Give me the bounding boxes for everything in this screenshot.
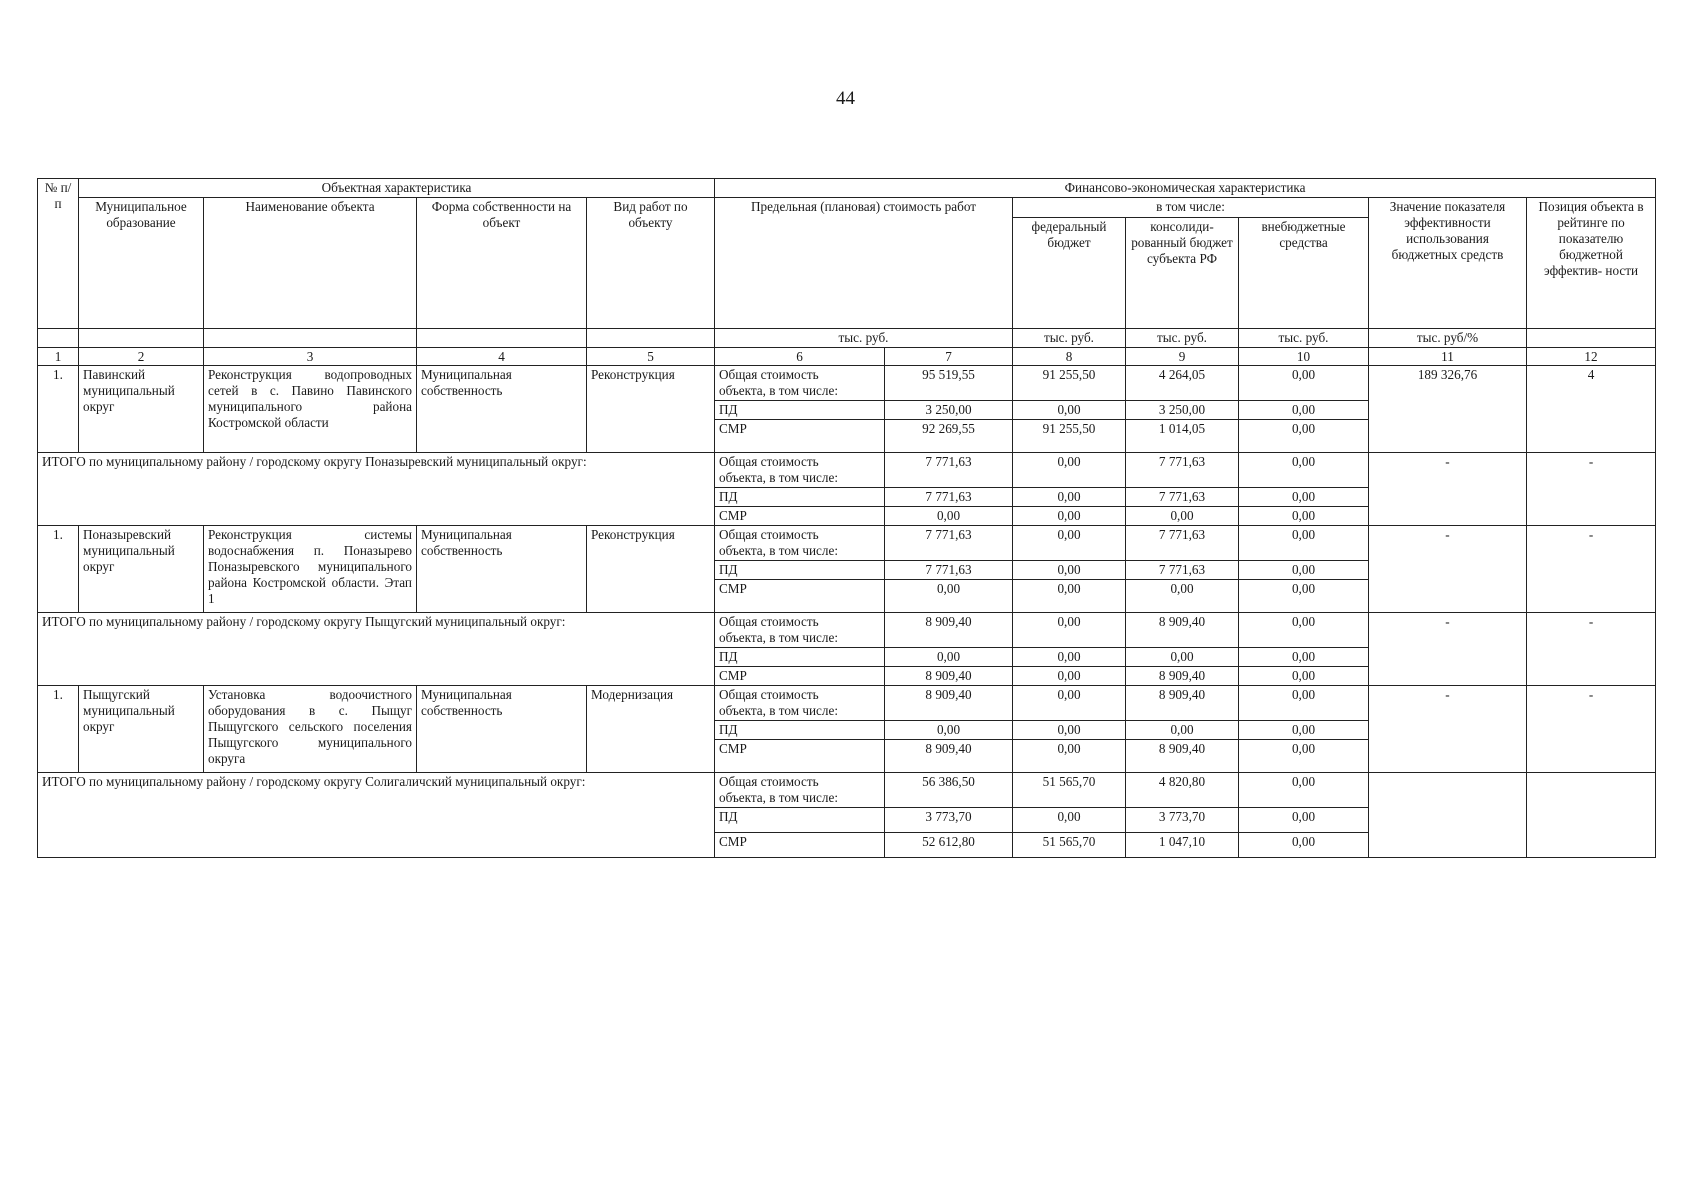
value-cell: 0,00 [1013, 561, 1126, 580]
smr-label: СМР [715, 580, 885, 613]
col-number: 11 [1369, 348, 1527, 366]
value-cell: 8 909,40 [885, 613, 1013, 648]
total-row [38, 453, 1656, 488]
value-cell: 0,00 [1239, 526, 1369, 561]
value-cell: 0,00 [1013, 808, 1126, 833]
pd-label: ПД [715, 648, 885, 667]
value-cell: 7 771,63 [885, 561, 1013, 580]
value-cell: 8 909,40 [885, 740, 1013, 773]
total-cost-label: Общая стоимость объекта, в том числе: [715, 366, 885, 401]
col-number: 1 [38, 348, 79, 366]
value-cell: 4 264,05 [1126, 366, 1239, 401]
smr-label: СМР [715, 420, 885, 453]
header-consolidated: консолиди- рованный бюджет субъекта РФ [1126, 218, 1239, 329]
rating-cell: 4 [1527, 366, 1656, 453]
col-number: 9 [1126, 348, 1239, 366]
header-ownership: Форма собственности на объект [417, 198, 587, 329]
value-cell: 0,00 [1239, 613, 1369, 648]
value-cell: 0,00 [1013, 507, 1126, 526]
value-cell: 0,00 [1126, 721, 1239, 740]
efficiency-cell: - [1369, 613, 1527, 686]
object-name-cell: Реконструкция водопроводных сетей в с. Павино Павинского муниципального района Костромской области [204, 366, 417, 453]
financial-table [37, 178, 1656, 858]
value-cell: 7 771,63 [1126, 488, 1239, 507]
value-cell: 51 565,70 [1013, 833, 1126, 858]
col-number: 8 [1013, 348, 1126, 366]
value-cell: 8 909,40 [1126, 686, 1239, 721]
table-row [38, 366, 1656, 401]
smr-label: СМР [715, 833, 885, 858]
table-row [38, 686, 1656, 721]
value-cell: 0,00 [1239, 401, 1369, 420]
col-number: 3 [204, 348, 417, 366]
header-including: в том числе: [1013, 198, 1369, 218]
col-number: 7 [885, 348, 1013, 366]
efficiency-cell: - [1369, 526, 1527, 613]
header-federal: федеральный бюджет [1013, 218, 1126, 329]
col-number: 4 [417, 348, 587, 366]
value-cell: 51 565,70 [1013, 773, 1126, 808]
value-cell: 0,00 [1126, 648, 1239, 667]
value-cell: 0,00 [1013, 740, 1126, 773]
municipality-cell: Павинский муниципальный округ [79, 366, 204, 453]
value-cell: 0,00 [885, 507, 1013, 526]
total-cost-label: Общая стоимость объекта, в том числе: [715, 613, 885, 648]
total-cost-label: Общая стоимость объекта, в том числе: [715, 453, 885, 488]
value-cell: 0,00 [885, 721, 1013, 740]
rating-cell: - [1527, 613, 1656, 686]
header-efficiency: Значение показателя эффективности использования бюджетных средств [1369, 198, 1527, 329]
value-cell: 0,00 [1239, 740, 1369, 773]
value-cell: 92 269,55 [885, 420, 1013, 453]
total-cost-label: Общая стоимость объекта, в том числе: [715, 773, 885, 808]
value-cell: 3 250,00 [1126, 401, 1239, 420]
value-cell: 0,00 [1239, 561, 1369, 580]
value-cell: 0,00 [1013, 453, 1126, 488]
row-num: 1. [38, 526, 79, 613]
value-cell: 52 612,80 [885, 833, 1013, 858]
header-financial-characteristic: Финансово-экономическая характеристика [715, 179, 1656, 198]
unit-efficiency: тыс. руб/% [1369, 329, 1527, 348]
header-object-characteristic: Объектная характеристика [79, 179, 715, 198]
value-cell: 0,00 [1239, 773, 1369, 808]
value-cell: 0,00 [1013, 488, 1126, 507]
total-cost-label: Общая стоимость объекта, в том числе: [715, 686, 885, 721]
value-cell: 0,00 [1239, 488, 1369, 507]
rating-cell: - [1527, 526, 1656, 613]
value-cell: 0,00 [1239, 580, 1369, 613]
col-number: 10 [1239, 348, 1369, 366]
value-cell: 7 771,63 [1126, 526, 1239, 561]
pd-label: ПД [715, 488, 885, 507]
total-row [38, 773, 1656, 808]
value-cell: 0,00 [1013, 686, 1126, 721]
value-cell: 0,00 [1239, 808, 1369, 833]
total-label: ИТОГО по муниципальному району / городскому округу Солигаличский муниципальный округ: [38, 773, 715, 858]
col-number: 2 [79, 348, 204, 366]
pd-label: ПД [715, 721, 885, 740]
value-cell: 0,00 [1013, 580, 1126, 613]
value-cell: 4 820,80 [1126, 773, 1239, 808]
header-group-row [38, 179, 1656, 198]
col-number: 5 [587, 348, 715, 366]
value-cell: 7 771,63 [885, 526, 1013, 561]
units-row [38, 329, 1656, 348]
header-row [38, 198, 1656, 218]
total-label: ИТОГО по муниципальному району / городскому округу Поназыревский муниципальный округ: [38, 453, 715, 526]
header-num: № п/п [38, 179, 79, 329]
value-cell: 7 771,63 [1126, 561, 1239, 580]
smr-label: СМР [715, 740, 885, 773]
page-number: 44 [836, 88, 855, 109]
ownership-cell: Муниципальная собственность [417, 526, 587, 613]
value-cell: 8 909,40 [885, 667, 1013, 686]
ownership-cell: Муниципальная собственность [417, 686, 587, 773]
value-cell: 56 386,50 [885, 773, 1013, 808]
header-rating: Позиция объекта в рейтинге по показателю бюджетной эффектив- ности [1527, 198, 1656, 329]
efficiency-cell [1369, 773, 1527, 858]
object-name-cell: Установка водоочистного оборудования в с. Пыщуг Пыщугского сельского поселения Пыщугского муниципального округа [204, 686, 417, 773]
col-number: 6 [715, 348, 885, 366]
total-cost-label: Общая стоимость объекта, в том числе: [715, 526, 885, 561]
value-cell: 0,00 [1126, 580, 1239, 613]
value-cell: 0,00 [1239, 507, 1369, 526]
row-num: 1. [38, 366, 79, 453]
value-cell: 3 250,00 [885, 401, 1013, 420]
value-cell: 3 773,70 [885, 808, 1013, 833]
value-cell: 91 255,50 [1013, 420, 1126, 453]
value-cell: 0,00 [885, 648, 1013, 667]
value-cell: 0,00 [1013, 648, 1126, 667]
col-number: 12 [1527, 348, 1656, 366]
value-cell: 0,00 [1239, 686, 1369, 721]
table-row [38, 526, 1656, 561]
total-row [38, 613, 1656, 648]
value-cell: 95 519,55 [885, 366, 1013, 401]
rating-cell: - [1527, 453, 1656, 526]
efficiency-cell: 189 326,76 [1369, 366, 1527, 453]
value-cell: 0,00 [1013, 721, 1126, 740]
value-cell: 7 771,63 [885, 488, 1013, 507]
unit-federal: тыс. руб. [1013, 329, 1126, 348]
value-cell: 0,00 [1013, 613, 1126, 648]
smr-label: СМР [715, 507, 885, 526]
municipality-cell: Поназыревский муниципальный округ [79, 526, 204, 613]
value-cell: 7 771,63 [885, 453, 1013, 488]
unit-consolidated: тыс. руб. [1126, 329, 1239, 348]
efficiency-cell: - [1369, 453, 1527, 526]
efficiency-cell: - [1369, 686, 1527, 773]
column-numbers-row [38, 348, 1656, 366]
rating-cell [1527, 773, 1656, 858]
value-cell: 3 773,70 [1126, 808, 1239, 833]
rating-cell: - [1527, 686, 1656, 773]
value-cell: 91 255,50 [1013, 366, 1126, 401]
value-cell: 0,00 [1013, 667, 1126, 686]
value-cell: 8 909,40 [885, 686, 1013, 721]
value-cell: 0,00 [885, 580, 1013, 613]
pd-label: ПД [715, 561, 885, 580]
header-work-type: Вид работ по объекту [587, 198, 715, 329]
value-cell: 0,00 [1013, 401, 1126, 420]
value-cell: 8 909,40 [1126, 613, 1239, 648]
value-cell: 1 047,10 [1126, 833, 1239, 858]
header-municipality: Муниципальное образование [79, 198, 204, 329]
value-cell: 0,00 [1239, 366, 1369, 401]
pd-label: ПД [715, 808, 885, 833]
ownership-cell: Муниципальная собственность [417, 366, 587, 453]
header-offbudget: внебюджетные средства [1239, 218, 1369, 329]
value-cell: 0,00 [1239, 667, 1369, 686]
value-cell: 0,00 [1013, 526, 1126, 561]
work-type-cell: Реконструкция [587, 366, 715, 453]
pd-label: ПД [715, 401, 885, 420]
work-type-cell: Модернизация [587, 686, 715, 773]
unit-cost: тыс. руб. [715, 329, 1013, 348]
value-cell: 7 771,63 [1126, 453, 1239, 488]
value-cell: 0,00 [1239, 833, 1369, 858]
value-cell: 8 909,40 [1126, 740, 1239, 773]
header-cost-limit: Предельная (плановая) стоимость работ [715, 198, 1013, 329]
value-cell: 0,00 [1126, 507, 1239, 526]
object-name-cell: Реконструкция системы водоснабжения п. Поназырево Поназыревского муниципального района Костромской области. Этап 1 [204, 526, 417, 613]
value-cell: 0,00 [1239, 721, 1369, 740]
value-cell: 0,00 [1239, 453, 1369, 488]
value-cell: 1 014,05 [1126, 420, 1239, 453]
value-cell: 8 909,40 [1126, 667, 1239, 686]
value-cell: 0,00 [1239, 420, 1369, 453]
smr-label: СМР [715, 667, 885, 686]
municipality-cell: Пыщугский муниципальный округ [79, 686, 204, 773]
work-type-cell: Реконструкция [587, 526, 715, 613]
unit-offbudget: тыс. руб. [1239, 329, 1369, 348]
value-cell: 0,00 [1239, 648, 1369, 667]
header-object-name: Наименование объекта [204, 198, 417, 329]
row-num: 1. [38, 686, 79, 773]
total-label: ИТОГО по муниципальному району / городскому округу Пыщугский муниципальный округ: [38, 613, 715, 686]
